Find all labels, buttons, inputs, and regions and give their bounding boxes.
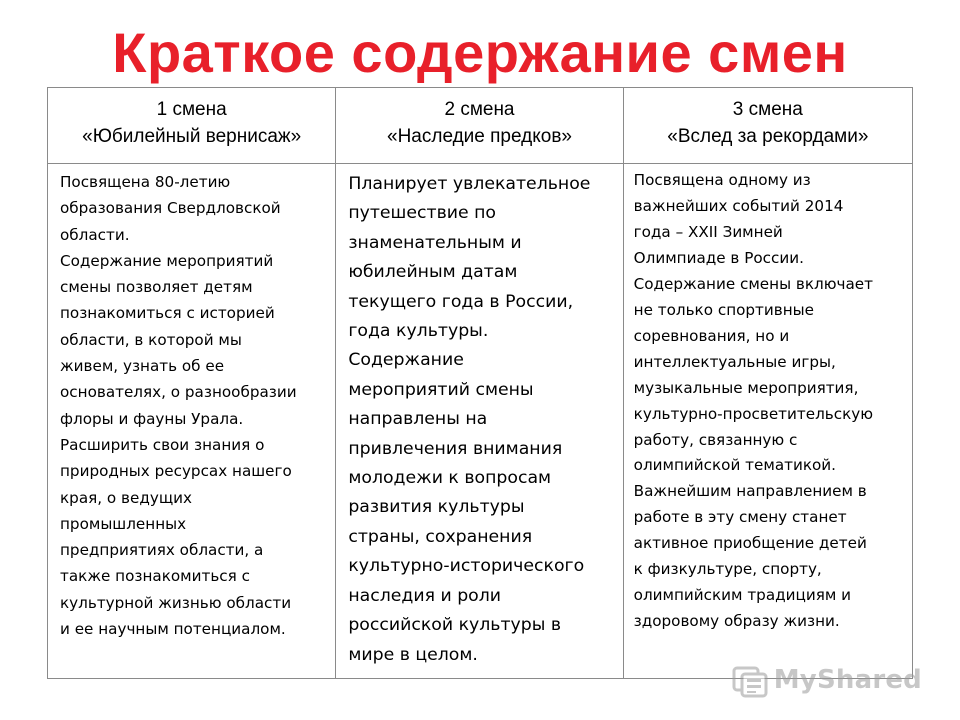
header-shift-number: 2 смена — [444, 99, 515, 120]
shifts-table — [47, 87, 913, 679]
header-shift-1 — [48, 88, 336, 164]
cell-shift-3-description — [623, 164, 912, 679]
header-shift-name: «Юбилейный вернисаж» — [82, 126, 302, 147]
cell-shift-2-description — [336, 164, 623, 679]
description-text: Посвящена 80-летию образования Свердловской области. Содержание мероприятий смены позволяет детям познакомиться с историей области, в которой мы живем, узнать об ее основателях, о разнообразии флоры и фауны Урала. Расширить свои знания о природных ресурсах нашего края, о ведущих промышленных предприятиях области, а также познакомиться с культурной жизнью области и ее научным потенциалом. — [60, 173, 297, 639]
header-shift-name: «Наследие предков» — [387, 126, 572, 147]
header-shift-3 — [623, 88, 912, 164]
description-text: Планирует увлекательное путешествие по знаменательным и юбилейным датам текущего года в России, года культуры. Содержание мероприятий смены направлены на привлечения внимания молодежи к вопросам развития культуры страны, сохранения культурно-исторического наследия и роли российской культуры в мире в целом. — [348, 174, 591, 665]
myshared-logo-icon — [730, 660, 770, 700]
table-body-row — [48, 164, 913, 679]
slide-title: Краткое содержание смен — [112, 21, 848, 84]
description-text: Посвящена одному из важнейших событий 2014 года – XXII Зимней Олимпиаде в России. Содержание смены включает не только спортивные соревнования, но и интеллектуальные игры, музыкальные мероприятия, культурно-просветительскую работу, связанную с олимпийской тематикой. Важнейшим направлением в работе в эту смену станет активное приобщение детей к физкультуре, спорту, олимпийским традициям и здоровому образу жизни. — [633, 171, 874, 631]
header-shift-number: 3 смена — [732, 99, 803, 120]
watermark-text: MyShared — [773, 665, 922, 695]
watermark — [730, 660, 922, 700]
header-shift-number: 1 смена — [156, 99, 227, 120]
cell-shift-1-description — [48, 164, 336, 679]
header-shift-name: «Вслед за рекордами» — [667, 126, 869, 147]
table-header-row — [48, 88, 913, 164]
header-shift-2 — [336, 88, 623, 164]
